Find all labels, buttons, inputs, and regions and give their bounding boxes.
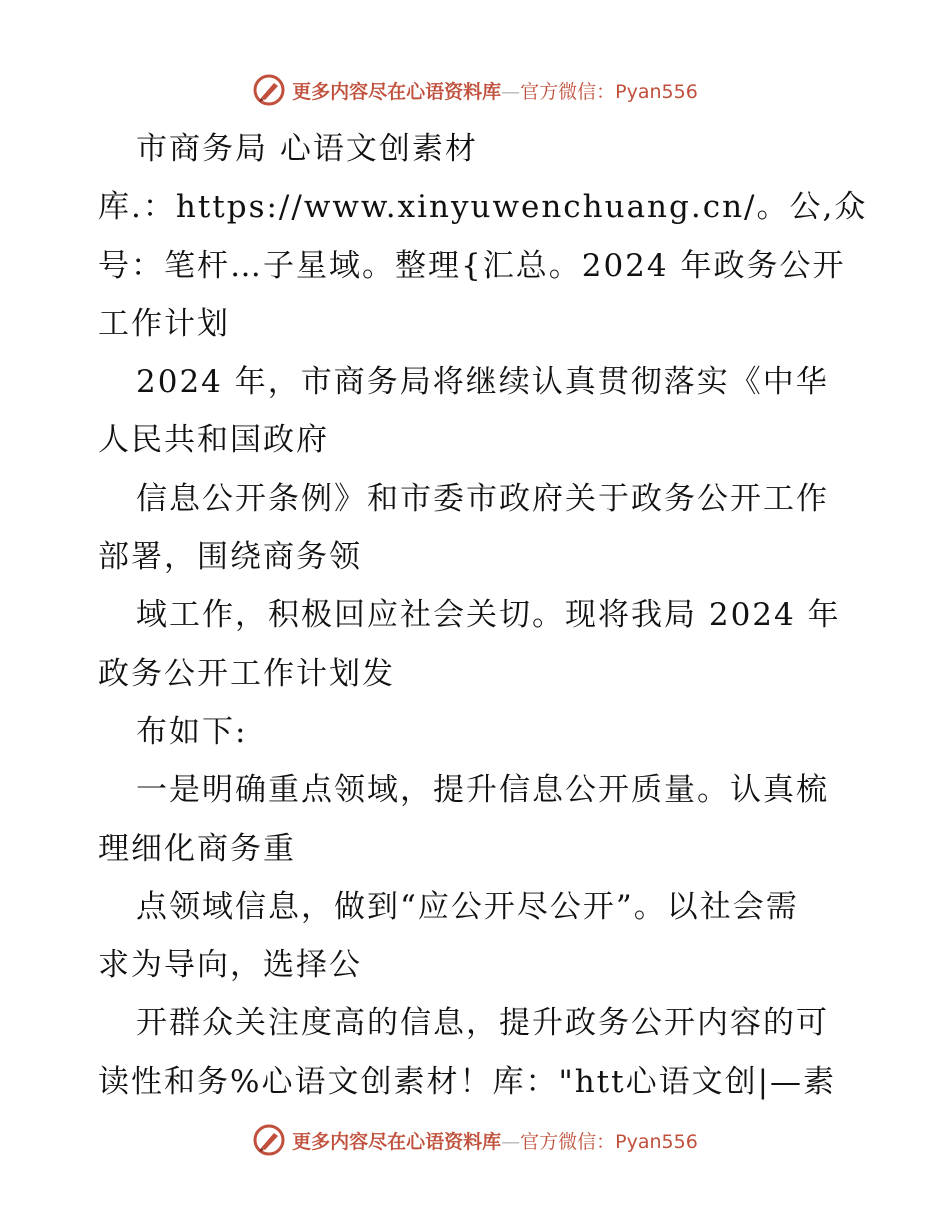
text-line: 人民共和国政府 [98,422,329,459]
text-line: 点领域信息，做到“应公开尽公开”。以社会需 [136,888,799,925]
text-line: 布如下: [136,713,248,750]
header-banner [0,70,950,110]
text-line: 2024 年，市商务局将继续认真贯彻落实《中华 [136,364,829,401]
text-line: 号：笔杆…子星域。整理{汇总。2024 年政务公开 [98,247,846,284]
text-line: 一是明确重点领域，提升信息公开质量。认真梳 [136,772,829,809]
text-line: 政务公开工作计划发 [98,655,395,692]
text-line: 读性和务%心语文创素材！库："htt心语文创|—素 [98,1063,837,1100]
text-line: 部署，围绕商务领 [98,539,362,576]
footer-banner [0,1120,950,1160]
text-line: 求为导向，选择公 [98,947,362,984]
banner-text: 更多内容尽在心语资料库—官方微信：Pyan556 [292,80,698,103]
pen-logo-icon [252,73,286,107]
text-line: 市商务局 心语文创素材 [136,131,478,167]
text-line: 开群众关注度高的信息，提升政务公开内容的可 [136,1005,829,1042]
text-line: 理细化商务重 [98,830,296,867]
text-line: 信息公开条例》和市委市政府关于政务公开工作 [136,480,829,517]
text-line: 库.：https://www.xinyuwenchuang.cn/。公,众 [98,189,868,226]
text-line: 域工作，积极回应社会关切。现将我局 2024 年 [136,597,841,634]
banner-text: 更多内容尽在心语资料库—官方微信：Pyan556 [292,1130,698,1153]
pen-logo-icon [252,1123,286,1157]
document-body [98,120,868,1111]
text-line: 工作计划 [98,305,230,342]
